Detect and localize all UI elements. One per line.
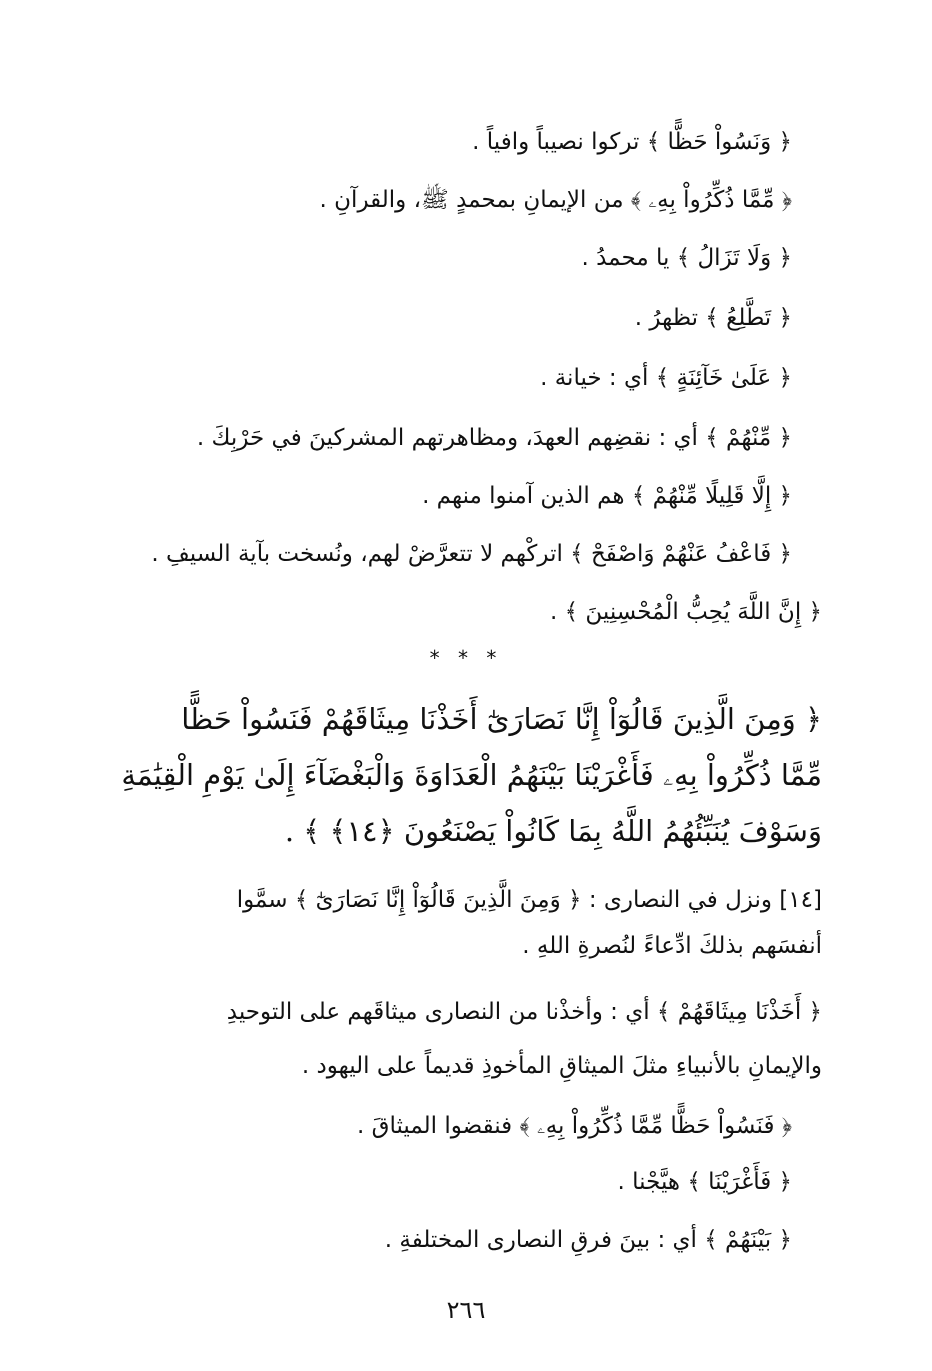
gloss-text: يا محمدُ . (581, 245, 677, 271)
gloss-line (227, 996, 822, 1028)
verse-line: مِّمَّا ذُكِّرُواْ بِهِۦ فَأَغْرَيْنَا بَيْنَهُمُ الْعَدَاوَةَ وَالْبَغْضَآءَ إِلَىٰ يَوْمِ الْقِيَٰمَةِ (121, 758, 822, 792)
commentary-line (237, 884, 822, 916)
quran-phrase: ﴿ وَنَسُواْ حَظًّا ﴾ (646, 129, 792, 155)
commentary-line: أنفسَهم بذلكَ ادِّعاءً لنُصرةِ اللهِ . (522, 933, 822, 959)
gloss-text: أي : وأخذْنا من النصارى ميثاقَهم على التوحيدِ (226, 999, 657, 1025)
gloss-text: هم الذين آمنوا منهم . (422, 483, 632, 509)
quran-phrase: ﴿ عَلَىٰ خَآئِنَةٍ ﴾ (655, 365, 792, 391)
page-number: ٢٦٦ (446, 1296, 486, 1324)
quran-phrase: ﴿ فَنَسُواْ حَظًّا مِّمَّا ذُكِّرُواْ بِهِۦ ﴾ (519, 1113, 792, 1139)
quran-phrase: ﴿ تَطَّلِعُ ﴾ (705, 305, 792, 331)
commentary-intro: [١٤] ونزل في النصارى : (581, 887, 822, 913)
quran-phrase: ﴿ وَلَا تَزَالُ ﴾ (676, 245, 792, 271)
gloss-text: اتركْهم لا تتعرَّضْ لهم، ونُسخت بآية السيفِ . (151, 541, 571, 567)
quran-phrase: ﴿ فَاعْفُ عَنْهُمْ وَاصْفَحْ ﴾ (570, 541, 792, 567)
section-separator: * * * (429, 646, 503, 670)
gloss-text: تظهرُ . (634, 305, 706, 331)
quran-phrase: ﴿ وَمِنَ الَّذِينَ قَالُوٓاْ إِنَّا نَصَارَىٰٓ ﴾ (294, 887, 582, 913)
quran-phrase: ﴿ إِنَّ اللَّهَ يُحِبُّ الْمُحْسِنِينَ ﴾ (564, 599, 822, 625)
verse-line: وَسَوْفَ يُنَبِّئُهُمُ اللَّهُ بِمَا كَانُواْ يَصْنَعُونَ ﴿١٤﴾ ﴾ . (284, 814, 822, 848)
gloss-line (385, 1224, 792, 1256)
gloss-line (422, 480, 792, 512)
gloss-line (357, 1110, 792, 1142)
gloss-line (581, 242, 792, 274)
gloss-line (618, 1166, 792, 1198)
gloss-text: هيَّجْنا . (617, 1169, 688, 1195)
quran-phrase: ﴿ فَأَغْرَيْنَا ﴾ (687, 1169, 792, 1195)
gloss-line (151, 538, 792, 570)
gloss-line (550, 596, 822, 628)
gloss-line (635, 302, 792, 334)
gloss-text: تركوا نصيباً وافياً . (472, 129, 647, 155)
quran-phrase: ﴿ أَخَذْنَا مِيثَاقَهُمْ ﴾ (656, 999, 822, 1025)
gloss-text: أي : بينَ فرقِ النصارى المختلفةِ . (384, 1227, 705, 1253)
gloss-line (320, 184, 792, 216)
gloss-text: أي : نقضِهم العهدَ، ومظاهرتهم المشركينَ في حَرْبِكَ . (196, 425, 706, 451)
gloss-text: فنقضوا الميثاقَ . (356, 1113, 520, 1139)
quran-phrase: ﴿ مِّنْهُمْ ﴾ (705, 425, 792, 451)
gloss-text: . (549, 599, 565, 625)
gloss-text: أي : خيانة . (540, 365, 656, 391)
gloss-line (197, 422, 792, 454)
verse-line: ﴿ وَمِنَ الَّذِينَ قَالُوٓاْ إِنَّا نَصَارَىٰٓ أَخَذْنَا مِيثَاقَهُمْ فَنَسُواْ حَظًّا (181, 702, 822, 736)
gloss-text: من الإيمانِ بمحمدٍ ﷺ، والقرآنِ . (319, 187, 631, 213)
gloss-line (472, 126, 792, 158)
gloss-line: والإيمانِ بالأنبياءِ مثلَ الميثاقِ المأخوذِ قديماً على اليهود . (301, 1053, 822, 1079)
quran-phrase: ﴿ إِلَّا قَلِيلًا مِّنْهُمْ ﴾ (631, 483, 792, 509)
commentary-text: سمَّوا (236, 887, 295, 913)
gloss-line (540, 362, 792, 394)
quran-phrase: ﴿ مِّمَّا ذُكِّرُواْ بِهِۦ ﴾ (630, 187, 792, 213)
quran-phrase: ﴿ بَيْنَهُمْ ﴾ (704, 1227, 792, 1253)
